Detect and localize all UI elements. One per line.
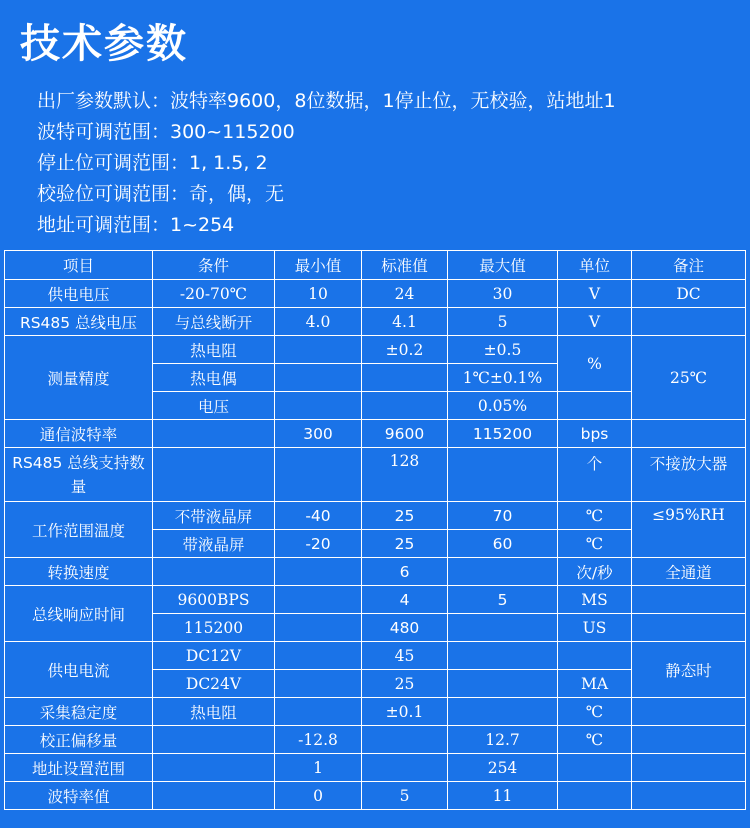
header-typ: 标准值	[362, 251, 448, 280]
condition-cell: 电压	[153, 392, 275, 420]
min-cell: 300	[275, 420, 362, 448]
note-cell: ≤95%RH	[632, 502, 746, 558]
max-cell	[448, 448, 558, 502]
max-cell	[448, 642, 558, 670]
max-cell: 60	[448, 530, 558, 558]
min-cell	[275, 336, 362, 364]
condition-cell: -20-70℃	[153, 280, 275, 308]
unit-cell	[558, 754, 632, 782]
condition-cell	[153, 558, 275, 586]
condition-cell: DC12V	[153, 642, 275, 670]
min-cell: -40	[275, 502, 362, 530]
table-row	[5, 420, 746, 448]
max-cell: 30	[448, 280, 558, 308]
item-cell: 采集稳定度	[5, 698, 153, 726]
typ-cell: 128	[362, 448, 448, 502]
condition-cell: 115200	[153, 614, 275, 642]
unit-cell: ℃	[558, 502, 632, 530]
note-cell	[632, 586, 746, 614]
typ-cell: 25	[362, 502, 448, 530]
table-row	[5, 336, 746, 364]
min-cell: 0	[275, 782, 362, 810]
note-cell: 全通道	[632, 558, 746, 586]
item-cell: 供电电压	[5, 280, 153, 308]
max-cell	[448, 558, 558, 586]
condition-cell: DC24V	[153, 670, 275, 698]
max-cell: 12.7	[448, 726, 558, 754]
header-condition: 条件	[153, 251, 275, 280]
unit-cell	[558, 392, 632, 420]
header-unit: 单位	[558, 251, 632, 280]
default-parameters	[37, 86, 616, 241]
note-cell: 25℃	[632, 336, 746, 420]
typ-cell: ±0.1	[362, 698, 448, 726]
min-cell	[275, 392, 362, 420]
header-item: 项目	[5, 251, 153, 280]
max-cell: ±0.5	[448, 336, 558, 364]
max-cell	[448, 698, 558, 726]
table-row	[5, 586, 746, 614]
min-cell: 4.0	[275, 308, 362, 336]
condition-cell: 不带液晶屏	[153, 502, 275, 530]
table-row	[5, 642, 746, 670]
table-row	[5, 308, 746, 336]
max-cell: 1℃±0.1%	[448, 364, 558, 392]
header-min: 最小值	[275, 251, 362, 280]
typ-cell: 24	[362, 280, 448, 308]
table-row	[5, 726, 746, 754]
factory-defaults-line: 出厂参数默认：波特率9600，8位数据，1停止位，无校验，站地址1	[37, 90, 616, 112]
item-cell: 地址设置范围	[5, 754, 153, 782]
max-cell: 5	[448, 586, 558, 614]
min-cell: -20	[275, 530, 362, 558]
typ-cell: 4.1	[362, 308, 448, 336]
unit-cell	[558, 782, 632, 810]
typ-cell: 9600	[362, 420, 448, 448]
table-row	[5, 558, 746, 586]
unit-cell: MA	[558, 670, 632, 698]
note-cell: 静态时	[632, 642, 746, 698]
note-cell: 不接放大器	[632, 448, 746, 502]
min-cell: 1	[275, 754, 362, 782]
header-max: 最大值	[448, 251, 558, 280]
condition-cell: 热电偶	[153, 364, 275, 392]
max-cell	[448, 670, 558, 698]
note-cell	[632, 754, 746, 782]
item-cell: 校正偏移量	[5, 726, 153, 754]
unit-cell: %	[558, 336, 632, 392]
min-cell	[275, 614, 362, 642]
table-row	[5, 280, 746, 308]
header-note: 备注	[632, 251, 746, 280]
unit-cell: bps	[558, 420, 632, 448]
condition-cell: 带液晶屏	[153, 530, 275, 558]
table-row	[5, 782, 746, 810]
condition-cell: 热电阻	[153, 698, 275, 726]
typ-cell: ±0.2	[362, 336, 448, 364]
min-cell	[275, 586, 362, 614]
typ-cell: 25	[362, 530, 448, 558]
item-cell: 转换速度	[5, 558, 153, 586]
condition-cell: 与总线断开	[153, 308, 275, 336]
note-cell	[632, 726, 746, 754]
typ-cell	[362, 754, 448, 782]
item-cell: 总线响应时间	[5, 586, 153, 642]
table-row	[5, 698, 746, 726]
condition-cell	[153, 754, 275, 782]
max-cell: 254	[448, 754, 558, 782]
note-cell: DC	[632, 280, 746, 308]
parity-range-line: 校验位可调范围：奇，偶，无	[37, 183, 285, 205]
typ-cell: 480	[362, 614, 448, 642]
table-row	[5, 502, 746, 530]
typ-cell: 45	[362, 642, 448, 670]
condition-cell	[153, 726, 275, 754]
typ-cell: 5	[362, 782, 448, 810]
unit-cell: 次/秒	[558, 558, 632, 586]
max-cell	[448, 614, 558, 642]
condition-cell: 9600BPS	[153, 586, 275, 614]
min-cell	[275, 698, 362, 726]
typ-cell: 25	[362, 670, 448, 698]
max-cell: 0.05%	[448, 392, 558, 420]
unit-cell: ℃	[558, 530, 632, 558]
typ-cell: 6	[362, 558, 448, 586]
condition-cell	[153, 448, 275, 502]
unit-cell: 个	[558, 448, 632, 502]
spec-table	[4, 250, 746, 810]
item-cell: 通信波特率	[5, 420, 153, 448]
note-cell	[632, 614, 746, 642]
min-cell	[275, 558, 362, 586]
address-range-line: 地址可调范围：1~254	[37, 214, 235, 236]
max-cell: 70	[448, 502, 558, 530]
min-cell: -12.8	[275, 726, 362, 754]
condition-cell: 热电阻	[153, 336, 275, 364]
typ-cell	[362, 726, 448, 754]
max-cell: 5	[448, 308, 558, 336]
min-cell	[275, 448, 362, 502]
note-cell	[632, 420, 746, 448]
unit-cell: V	[558, 280, 632, 308]
unit-cell: US	[558, 614, 632, 642]
typ-cell	[362, 392, 448, 420]
min-cell	[275, 670, 362, 698]
item-cell: 工作范围温度	[5, 502, 153, 558]
item-cell: 波特率值	[5, 782, 153, 810]
item-cell: 测量精度	[5, 336, 153, 420]
table-row	[5, 754, 746, 782]
unit-cell: ℃	[558, 698, 632, 726]
baud-range-line: 波特可调范围：300~115200	[37, 121, 295, 143]
max-cell: 11	[448, 782, 558, 810]
item-cell: 供电电流	[5, 642, 153, 698]
max-cell: 115200	[448, 420, 558, 448]
min-cell: 10	[275, 280, 362, 308]
note-cell	[632, 698, 746, 726]
table-header-row	[5, 251, 746, 280]
min-cell	[275, 364, 362, 392]
condition-cell	[153, 420, 275, 448]
page-title: 技术参数	[20, 21, 188, 67]
unit-cell: V	[558, 308, 632, 336]
stop-bit-range-line: 停止位可调范围：1, 1.5, 2	[37, 152, 268, 174]
item-cell: RS485 总线支持数量	[5, 448, 153, 502]
item-cell: RS485 总线电压	[5, 308, 153, 336]
unit-cell: ℃	[558, 726, 632, 754]
typ-cell: 4	[362, 586, 448, 614]
unit-cell: MS	[558, 586, 632, 614]
unit-cell	[558, 642, 632, 670]
condition-cell	[153, 782, 275, 810]
typ-cell	[362, 364, 448, 392]
note-cell	[632, 308, 746, 336]
note-cell	[632, 782, 746, 810]
table-row	[5, 448, 746, 502]
min-cell	[275, 642, 362, 670]
